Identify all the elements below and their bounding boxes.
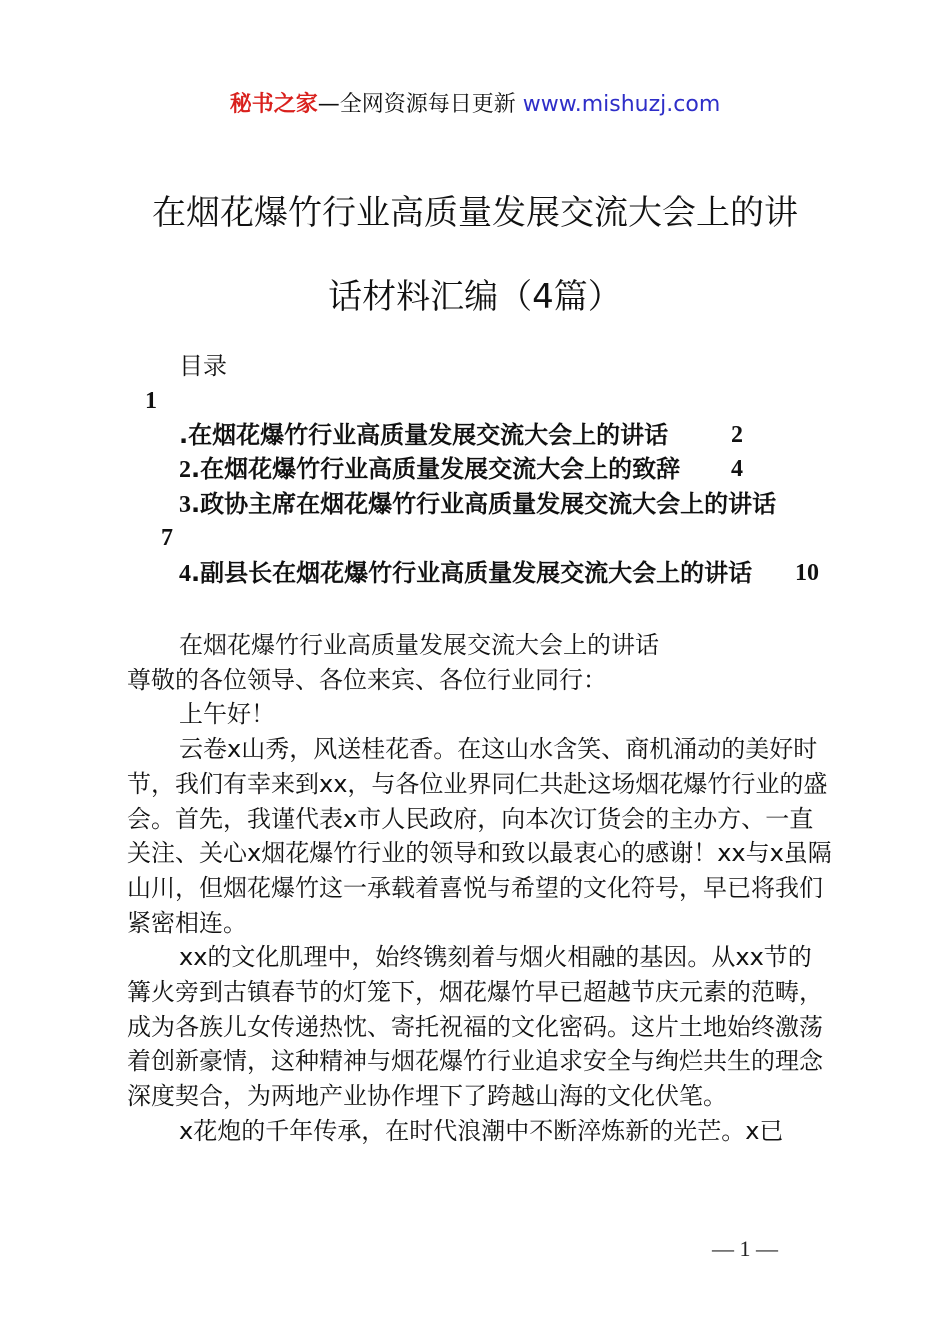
site-url-link[interactable]: www.mishuzj.com xyxy=(522,92,721,117)
toc-item-3-index: 3 xyxy=(179,492,191,518)
toc-item-4-index: 4 xyxy=(179,561,191,587)
title-line-2: 话材料汇编（4篇） xyxy=(328,277,622,317)
toc-item-3-text: .政协主席在烟花爆竹行业高质量发展交流大会上的讲话 xyxy=(191,490,777,518)
toc-item-3-page: 7 xyxy=(161,525,173,551)
toc-item-1-index: 1 xyxy=(145,388,157,414)
header-slogan: —全网资源每日更新 xyxy=(317,92,516,117)
title-line-1: 在烟花爆竹行业高质量发展交流大会上的讲 xyxy=(152,193,798,233)
paragraph-3: x花炮的千年传承，在时代浪潮中不断淬炼新的光芒。x已 xyxy=(179,1116,784,1145)
site-header xyxy=(0,90,950,120)
toc-item-1[interactable] xyxy=(179,418,668,452)
toc-item-2[interactable] xyxy=(179,452,680,487)
speech-title: 在烟花爆竹行业高质量发展交流大会上的讲话 xyxy=(179,631,659,659)
toc-item-2-page: 4 xyxy=(731,456,743,482)
toc-item-4-text: .副县长在烟花爆竹行业高质量发展交流大会上的讲话 xyxy=(191,559,753,587)
paragraph-2: xx的文化肌理中，始终镌刻着与烟火相融的基因。从xx节的篝火旁到古镇春节的灯笼下，烟花爆竹早已超越节庆元素的范畴，成为各族儿女传递热忱、寄托祝福的文化密码。这片土地始终激荡着创新豪情，这种精神与烟花爆竹行业追求安全与绚烂共生的理念深度契合，为两地产业协作埋下了跨越山海的文化伏笔。 xyxy=(127,943,823,1111)
paragraph-1: 云卷x山秀，风送桂花香。在这山水含笑、商机涌动的美好时节，我们有幸来到xx，与各位业界同仁共赴这场烟花爆竹行业的盛会。首先，我谨代表x市人民政府，向本次订货会的主办方、一直关注、关心x烟花爆竹行业的领导和致以最衷心的感谢！xx与x虽隔山川，但烟花爆竹这一承载着喜悦与希望的文化符号，早已将我们紧密相连。 xyxy=(127,735,832,937)
speech-body xyxy=(127,628,833,1149)
toc-item-2-text: .在烟花爆竹行业高质量发展交流大会上的致辞 xyxy=(191,455,681,483)
salutation: 尊敬的各位领导、各位来宾、各位行业同行： xyxy=(127,665,607,694)
toc-item-4-page: 10 xyxy=(795,560,819,586)
toc-item-3[interactable] xyxy=(179,487,776,522)
toc-item-1-text: .在烟花爆竹行业高质量发展交流大会上的讲话 xyxy=(179,421,669,449)
toc-item-1-page: 2 xyxy=(731,422,743,448)
greeting: 上午好！ xyxy=(179,700,275,729)
page-number: — 1 — xyxy=(712,1236,778,1261)
toc-item-4[interactable] xyxy=(179,556,752,591)
toc-item-2-index: 2 xyxy=(179,457,191,483)
brand-name: 秘书之家 xyxy=(229,92,318,117)
toc-heading: 目录 xyxy=(179,352,227,380)
document-title xyxy=(120,186,830,324)
